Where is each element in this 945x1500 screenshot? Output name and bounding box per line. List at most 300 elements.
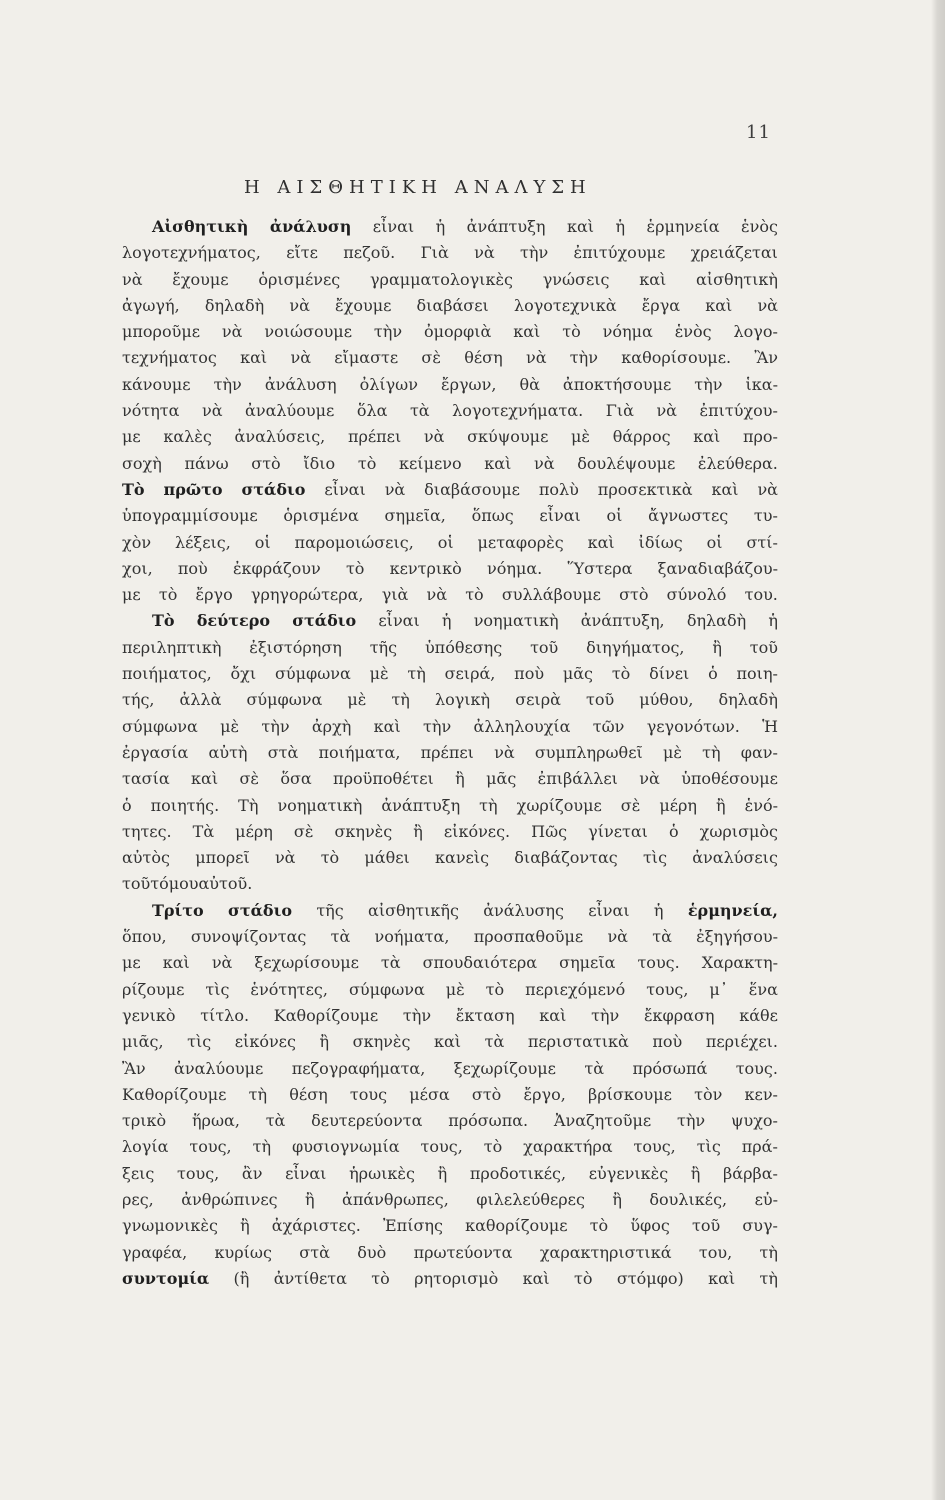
- word: κάνουμε: [122, 374, 191, 394]
- word: νοηματικὴ: [473, 611, 559, 631]
- word: θέση: [289, 1084, 328, 1104]
- word: μέρη: [659, 795, 697, 815]
- word: καθορίζουμε: [465, 1216, 568, 1236]
- word: ὁ: [668, 821, 679, 841]
- word: καλὲς: [163, 427, 212, 447]
- word: τυ-: [753, 506, 778, 526]
- word: τους,: [189, 1137, 232, 1157]
- word: ἀναλύουμε: [174, 1058, 264, 1078]
- word: ἔργων,: [440, 374, 497, 394]
- text-line: [122, 977, 778, 1003]
- word: τὴν: [373, 322, 403, 342]
- text-line: [122, 924, 778, 950]
- word: στὸ: [471, 1084, 502, 1104]
- text-line: [122, 267, 778, 293]
- paragraph: [122, 214, 778, 608]
- word: φαν-: [740, 742, 778, 762]
- word: ξεχωρίσουμε: [254, 953, 359, 973]
- word: τὴ: [407, 664, 426, 684]
- text-line: [122, 477, 778, 503]
- word: προδοτικές,: [469, 1163, 567, 1183]
- word: πρόσωπα.: [448, 1111, 529, 1131]
- text-line: [122, 740, 778, 766]
- word: ποιη-: [736, 664, 778, 684]
- word: μπορεῖ: [195, 848, 250, 868]
- word: κεντρικὸ: [389, 558, 462, 578]
- word: τὸ: [357, 453, 377, 473]
- word: λογικὴ: [434, 690, 491, 710]
- word: νὰ: [211, 953, 233, 973]
- word: συλλάβουμε: [501, 585, 601, 605]
- word: νὰ: [274, 848, 296, 868]
- text-line: [122, 319, 778, 345]
- bold-term: στάδιο: [241, 479, 306, 499]
- word: ἔργο,: [523, 1084, 566, 1104]
- word: σπουδαιότερα: [422, 953, 538, 973]
- text-line: [122, 1082, 778, 1108]
- word: σὲ: [239, 769, 259, 789]
- text-line: [122, 1187, 778, 1213]
- word: βάρβα-: [723, 1163, 778, 1183]
- word: τὸ: [483, 1137, 503, 1157]
- word: ἀχάριστες.: [271, 1216, 361, 1236]
- word: ὅσα: [280, 769, 312, 789]
- word: θάρρος: [612, 427, 671, 447]
- word: Γιὰ: [605, 401, 634, 421]
- word: τὴ: [759, 1268, 778, 1288]
- text-line: [122, 293, 778, 319]
- word: εἶναι: [588, 900, 630, 920]
- word: ποὺ: [177, 558, 208, 578]
- word: βρίσκουμε: [588, 1084, 672, 1104]
- text-line: [122, 345, 778, 371]
- word: ποιητής.: [150, 795, 220, 815]
- word: τοῦ: [691, 1216, 721, 1236]
- word: σύμφωνα: [246, 690, 323, 710]
- word: τους,: [633, 1137, 676, 1157]
- word: πρέπει: [347, 427, 402, 447]
- word: νὰ: [384, 479, 406, 499]
- word: οἱ: [437, 532, 454, 552]
- word: τους.: [735, 1058, 778, 1078]
- word: συγ-: [742, 1216, 778, 1236]
- word: σύνολό: [666, 585, 727, 605]
- text-line: [122, 766, 778, 792]
- word: τὴν: [569, 348, 598, 368]
- word: ξαναδιαβάζου-: [657, 558, 778, 578]
- chapter-heading: Η ΑΙΣΘΗΤΙΚΗ ΑΝΑΛΥΣΗ: [244, 177, 592, 198]
- word: νὰ: [757, 479, 778, 499]
- word: χρειάζεται: [690, 243, 778, 263]
- word: καὶ: [708, 1268, 736, 1288]
- word: τὶς: [205, 979, 230, 999]
- word: τὴν: [261, 716, 290, 736]
- word: μ᾿: [709, 979, 728, 999]
- word: αὐτὴ: [208, 742, 248, 762]
- word: οἱ: [606, 506, 623, 526]
- word: ἐπιβάλλει: [537, 769, 618, 789]
- word: τής,: [122, 690, 155, 710]
- word: νὰ: [534, 453, 555, 473]
- word: ἑρμηνεία: [646, 217, 720, 236]
- text-line: [122, 214, 778, 240]
- word: Καθορίζουμε: [122, 1084, 227, 1104]
- word: στὸ: [251, 453, 281, 473]
- word: μάθει: [364, 848, 410, 868]
- word: θέση: [464, 348, 503, 368]
- word: τὰ: [652, 927, 672, 947]
- word: ὅπως: [471, 506, 514, 526]
- word: πρωτεύοντα: [413, 1242, 513, 1262]
- word: αἰσθητικῆς: [368, 900, 459, 920]
- word: περιεχόμενό: [525, 979, 626, 999]
- word: φιλελεύθερες: [476, 1189, 585, 1209]
- text-line: [122, 635, 778, 661]
- word: καὶ: [240, 348, 268, 368]
- word: χοι,: [122, 558, 153, 578]
- text-line: [122, 1240, 778, 1266]
- word: ὁρισμένα: [283, 506, 359, 526]
- word: παρομοιώσεις,: [294, 532, 414, 552]
- word: γνώσεις: [542, 269, 610, 289]
- word: εἰκόνες: [234, 1032, 296, 1052]
- word: ὑποθέσουμε: [681, 769, 778, 789]
- word: ἐξιστόρηση: [249, 637, 342, 657]
- word: λογοτεχνικὰ: [513, 295, 617, 315]
- word: ἂν: [241, 1163, 263, 1183]
- word: τὴν: [213, 374, 242, 394]
- word: του.: [744, 585, 778, 605]
- word: ὑπόθεσης: [424, 637, 503, 657]
- word: δουλέψουμε: [577, 453, 676, 473]
- word: τὸ: [371, 1268, 390, 1288]
- word: πρέπει: [420, 742, 474, 762]
- word: δηλαδὴ: [686, 611, 747, 631]
- word: ἀνάλυσης: [483, 900, 564, 920]
- word: Ἂν: [754, 348, 778, 368]
- word: λογοτεχνήματος,: [122, 243, 261, 263]
- word: οἱ: [254, 532, 271, 552]
- word: τὴν: [676, 1111, 706, 1131]
- word: τὴ: [248, 1084, 268, 1104]
- word: φυσιογνωμία: [291, 1137, 400, 1157]
- word: ὁρισμένες: [258, 269, 341, 289]
- word: Χαρακτη-: [701, 953, 778, 973]
- word: ἐργασία: [122, 742, 189, 762]
- word: πεζογραφήματα,: [291, 1058, 426, 1078]
- word: γραμματολογικὲς: [369, 269, 513, 289]
- word: μὲ: [347, 690, 367, 710]
- word: μύθου,: [639, 690, 694, 710]
- text-line: [122, 424, 778, 450]
- word: τὸν: [694, 1084, 723, 1104]
- word: ἰδίως: [638, 532, 683, 552]
- word: Τὰ: [192, 821, 215, 841]
- word: τὰ: [584, 1058, 605, 1078]
- word: μποροῦμε: [122, 322, 200, 342]
- word: τὴ: [252, 1137, 272, 1157]
- bold-term: Αἰσθητικὴ: [152, 217, 249, 236]
- word: ἀνάλυση: [264, 374, 337, 394]
- word: Καθορίζουμε: [273, 1005, 379, 1025]
- word: ρητορισμὸ: [414, 1268, 499, 1288]
- word: τὸ: [465, 585, 484, 605]
- word: κεν-: [744, 1084, 778, 1104]
- word: προ-: [742, 427, 778, 447]
- word: Ἂν: [122, 1058, 146, 1078]
- word: μᾶς: [486, 769, 517, 789]
- word: ὕφος: [630, 1216, 670, 1236]
- text-line: [122, 608, 778, 634]
- text-line: [122, 1266, 778, 1292]
- word: λογοτεχνήματα.: [452, 401, 584, 421]
- word: εἶναι: [539, 506, 581, 526]
- text-line: [122, 1056, 778, 1082]
- word: ἐπιτύχουμε: [573, 243, 666, 263]
- word: περιέχει.: [705, 1032, 778, 1052]
- bold-term: ἀνάλυση: [269, 217, 352, 236]
- word: οἱ: [706, 532, 723, 552]
- text-line: [122, 793, 778, 819]
- word: δίνει: [649, 664, 690, 684]
- word: νὰ: [423, 427, 445, 447]
- word: ἑνό-: [744, 795, 778, 815]
- word: ἀνάπτυξη: [466, 217, 546, 236]
- word: με: [122, 585, 141, 605]
- word: ἢ: [240, 1216, 250, 1236]
- paragraph: [122, 898, 778, 1292]
- word: σημεῖα: [559, 953, 616, 973]
- word: τὴν: [591, 1005, 620, 1025]
- word: τους,: [420, 1137, 463, 1157]
- word: ρίζουμε: [122, 979, 185, 999]
- word: αἰσθητικὴ: [696, 269, 778, 289]
- page-number: 11: [746, 122, 771, 143]
- word: ἢ: [319, 1032, 330, 1052]
- word: καὶ: [513, 322, 541, 342]
- word: Ἀναζητοῦμε: [553, 1111, 652, 1131]
- word: σύμφωνα: [122, 716, 198, 736]
- word: ἐλεύθερα.: [697, 453, 778, 473]
- word: ὀλίγων: [359, 374, 418, 394]
- word: μέσα: [409, 1084, 450, 1104]
- word: εἶναι: [324, 479, 366, 499]
- word: ἴδιο: [303, 453, 336, 473]
- word: προσπαθοῦμε: [473, 927, 584, 947]
- word: ἢ: [712, 637, 722, 657]
- word: καὶ: [522, 1268, 550, 1288]
- word: καὶ: [566, 217, 595, 236]
- word: ὑπογραμμίσουμε: [122, 506, 258, 526]
- word: Ὕστερα: [567, 558, 633, 578]
- word: ἢ: [455, 769, 465, 789]
- word: κείμενο: [399, 453, 462, 473]
- word: καὶ: [162, 953, 190, 973]
- word: χὸν: [122, 532, 152, 552]
- word: στὰ: [267, 742, 299, 762]
- text-line: [122, 1108, 778, 1134]
- word: νὰ: [290, 348, 311, 368]
- word: ψυχο-: [730, 1111, 778, 1131]
- word: πεζοῦ.: [343, 243, 396, 263]
- word: τὸ: [345, 558, 365, 578]
- word: γρηγορώτερα,: [250, 585, 364, 605]
- word: τὸ: [611, 664, 631, 684]
- text-line: [122, 1003, 778, 1029]
- word: ἥρωα,: [191, 1111, 240, 1131]
- word: ποιήματος,: [122, 664, 212, 684]
- word: ἑνὸς: [674, 322, 712, 342]
- word: δυὸ: [357, 1242, 387, 1262]
- word: σὲ: [620, 795, 641, 815]
- word: πάνω: [184, 453, 229, 473]
- word: σοχὴ: [122, 453, 162, 473]
- word: ποιήματα,: [318, 742, 401, 762]
- word: διηγήματος,: [586, 637, 685, 657]
- bold-term: Τὸ: [152, 611, 175, 631]
- word: ἀρχὴ: [311, 716, 352, 736]
- word: μιᾶς,: [122, 1032, 164, 1052]
- word: τόμου: [150, 874, 199, 894]
- word: τὸ: [562, 322, 581, 342]
- text-line: [122, 950, 778, 976]
- word: ἀγωγή,: [122, 295, 180, 315]
- word: τὴν: [694, 374, 723, 394]
- word: σύμφωνα: [348, 979, 425, 999]
- word: τους,: [176, 1163, 220, 1183]
- bold-term: συντομία: [122, 1268, 210, 1288]
- word: λογο-: [733, 322, 778, 342]
- word: ὁ: [708, 664, 718, 684]
- word: ἡ: [768, 611, 778, 631]
- word: ξεις: [122, 1163, 155, 1183]
- word: γίνεται: [588, 821, 648, 841]
- word: καὶ: [693, 427, 721, 447]
- word: χαρακτήρα: [523, 1137, 613, 1157]
- word: εἰκόνες.: [443, 821, 511, 841]
- word: σκύψουμε: [467, 427, 549, 447]
- word: τρικὸ: [122, 1111, 167, 1131]
- bold-term: Τρίτο: [152, 900, 204, 920]
- word: γραφέα,: [122, 1242, 188, 1262]
- text-line: [122, 582, 778, 608]
- word: ἑνότητες,: [250, 979, 328, 999]
- word: σειρά,: [444, 664, 496, 684]
- word: ἔχουμε: [335, 295, 392, 315]
- word: ἔργα: [641, 295, 681, 315]
- word: τὸ: [574, 1268, 593, 1288]
- word: ἕνα: [748, 979, 778, 999]
- word: ἡρωικὲς: [349, 1163, 415, 1183]
- word: στὰ: [299, 1242, 330, 1262]
- text-line: [122, 530, 778, 556]
- word: Γιὰ: [420, 243, 449, 263]
- word: ἀλλὰ: [179, 690, 222, 710]
- word: τητες.: [122, 821, 172, 841]
- word: κάθε: [739, 1005, 778, 1025]
- word: τοῦ: [122, 874, 151, 894]
- word: στὸ: [619, 585, 649, 605]
- word: κανεὶς: [435, 848, 490, 868]
- word: περιληπτικὴ: [122, 637, 222, 657]
- word: εὐγενικὲς: [588, 1163, 669, 1183]
- word: χωρίζουμε: [516, 795, 602, 815]
- paragraph: [122, 608, 778, 897]
- word: διαβάσουμε: [424, 479, 520, 499]
- word: ἡ: [441, 611, 452, 631]
- word: τὴ: [479, 795, 498, 815]
- word: ἀποκτήσουμε: [562, 374, 672, 394]
- word: τὰ: [409, 401, 430, 421]
- word: τοῦ: [749, 637, 778, 657]
- word: του,: [698, 1242, 733, 1262]
- word: (ἢ: [233, 1268, 250, 1288]
- word: νὰ: [289, 295, 310, 315]
- word: καὶ: [373, 716, 401, 736]
- word: σὲ: [421, 348, 441, 368]
- word: εἴμαστε: [334, 348, 399, 368]
- word: τὶς: [187, 1032, 212, 1052]
- word: νὰ: [656, 401, 677, 421]
- word: ἀντίθετα: [273, 1268, 347, 1288]
- word: τὰ: [484, 1032, 505, 1052]
- word: τὸ: [589, 1216, 609, 1236]
- word: ἱκα-: [745, 374, 778, 394]
- text-line: [122, 556, 778, 582]
- word: νὰ: [201, 401, 223, 421]
- word: τὶς: [696, 1137, 721, 1157]
- word: ἔκφραση: [643, 1005, 715, 1025]
- text-line: [122, 871, 778, 897]
- text-line: [122, 372, 778, 398]
- word: τεχνήματος: [122, 348, 217, 368]
- word: ἢ: [716, 795, 726, 815]
- word: τους.: [637, 953, 680, 973]
- word: περιστατικὰ: [527, 1032, 629, 1052]
- word: ἔχουμε: [172, 269, 229, 289]
- word: καὶ: [639, 269, 667, 289]
- word: εἶναι: [285, 1163, 327, 1183]
- word: καὶ: [433, 1032, 462, 1052]
- word: καθορίσουμε.: [621, 348, 732, 368]
- word: ξεχωρίζουμε: [453, 1058, 556, 1078]
- word: εἴτε: [286, 243, 318, 263]
- word: τῶν: [592, 716, 625, 736]
- word: νόημα.: [487, 558, 543, 578]
- word: σὲ: [293, 821, 314, 841]
- word: χωρισμὸς: [699, 821, 778, 841]
- word: νὰ: [494, 742, 515, 762]
- text-line: [122, 240, 778, 266]
- text-line: [122, 714, 778, 740]
- word: προσεκτικὰ: [597, 479, 693, 499]
- word: καὶ: [191, 769, 219, 789]
- word: σύμφωνα: [274, 664, 351, 684]
- word: νόημα: [602, 322, 653, 342]
- word: νοήματα,: [374, 927, 450, 947]
- word: δηλαδὴ: [718, 690, 778, 710]
- word: συνοψίζοντας: [190, 927, 307, 947]
- word: τὴν: [520, 243, 549, 263]
- word: λέξεις,: [174, 532, 231, 552]
- word: ἡ: [653, 900, 664, 920]
- word: νοιώσουμε: [264, 322, 352, 342]
- word: πολὺ: [538, 479, 579, 499]
- word: νὰ: [607, 927, 628, 947]
- word: καὶ: [711, 479, 739, 499]
- word: ὅλα: [356, 401, 388, 421]
- word: πρά-: [741, 1137, 778, 1157]
